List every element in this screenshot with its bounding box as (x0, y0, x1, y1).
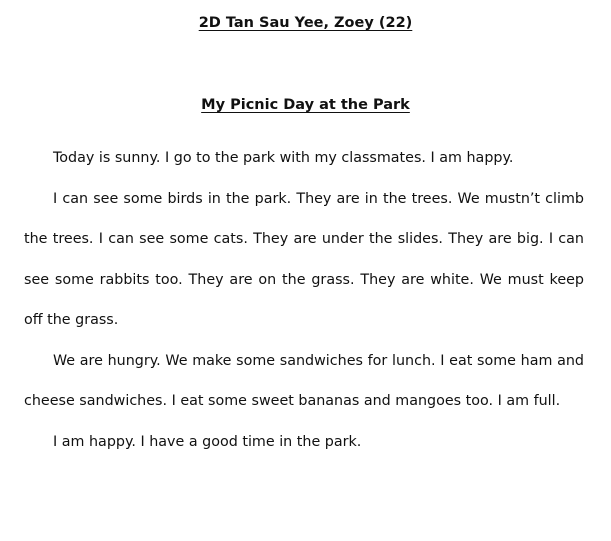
student-header (0, 15, 611, 31)
paragraph-3: We are hungry. We make some sandwiches for lunch. I eat some ham and cheese sandwiches. I eat some sweet bananas and mangoes too. I am full. (24, 352, 584, 409)
essay-title-text: My Picnic Day at the Park (201, 97, 410, 113)
student-name-label: 2D Tan Sau Yee, Zoey (22) (198, 15, 413, 31)
paragraph-2: I can see some birds in the park. They are in the trees. We mustn’t climb the trees. I can see some cats. They are under the slides. They are big. I can see some rabbits too. They are on the grass. They are white. We must keep off the grass. (24, 190, 584, 328)
paragraph-1: Today is sunny. I go to the park with my classmates. I am happy. (53, 150, 514, 166)
paragraph-4: I am happy. I have a good time in the park. (53, 433, 362, 450)
essay-title (0, 97, 611, 113)
essay-body (24, 138, 584, 462)
